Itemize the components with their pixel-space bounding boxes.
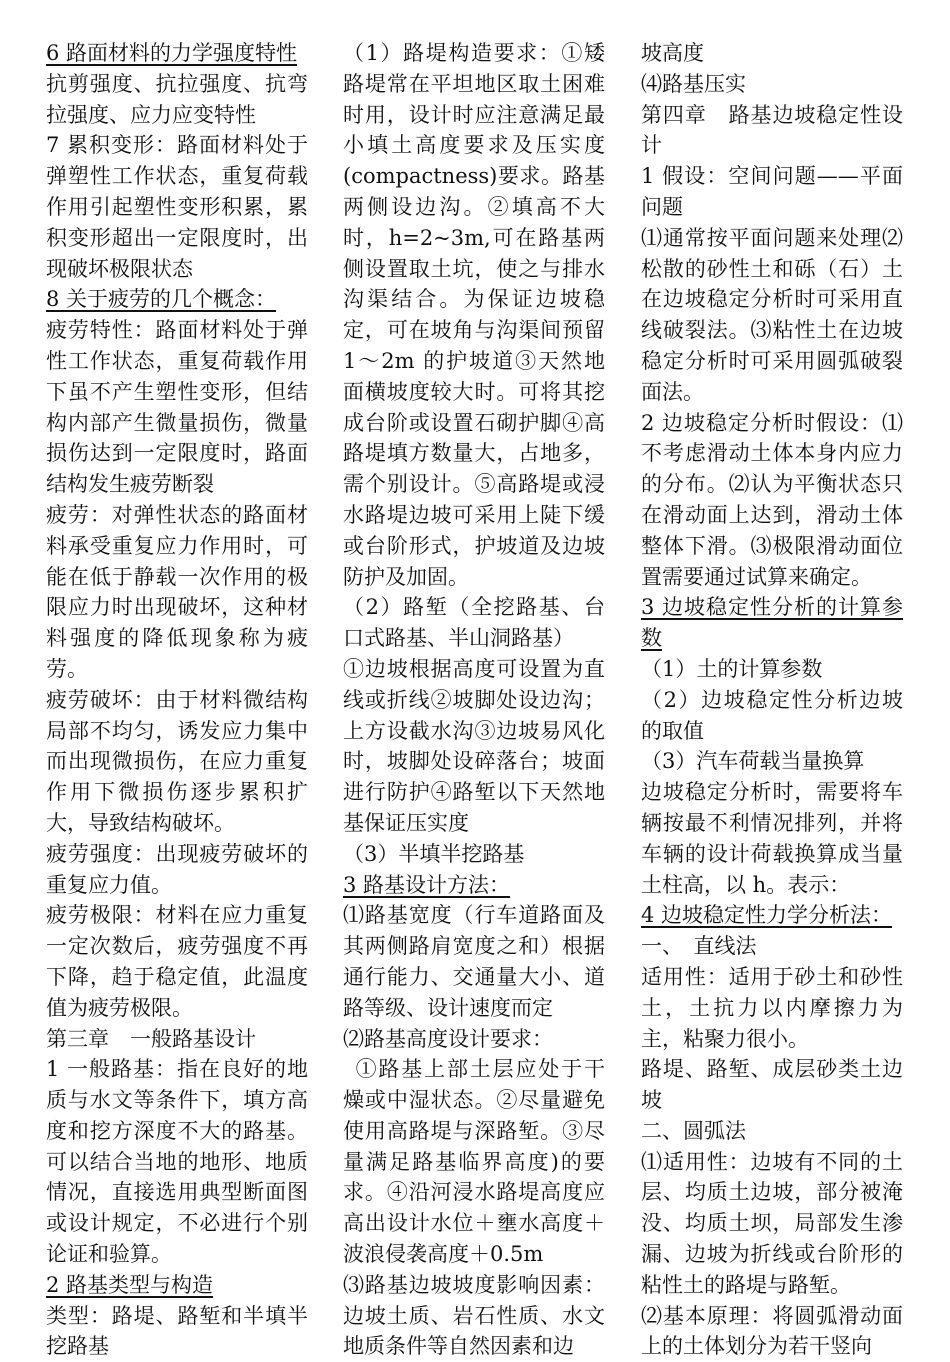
col1-paragraph: 疲劳强度：出现疲劳破坏的重复应力值。 [46,841,308,897]
col3-paragraph: ⑷路基压实 [641,71,746,96]
col3-paragraph: （2）边坡稳定性分析边坡的取值 [641,687,903,743]
col3-paragraph: 坡高度 [641,41,704,65]
col3-paragraph: 第四章 路基边坡稳定性设计 [641,102,903,158]
col2-paragraph: ⑶路基边坡坡度影响因素：边坡土质、岩石性质、水文地质条件等自然因素和边 [343,1272,605,1359]
col3-paragraph: 边坡稳定分析时，需要将车辆按最不利情况排列，并将车辆的设计荷载换算成当量土柱高，以 h。表示： [641,780,903,897]
col3-paragraph: 1 假设：空间问题——平面问题 [641,164,903,219]
col2-paragraph: （1）路堤构造要求：①矮路堤常在平坦地区取土困难时用，设计时应注意满足最小填土高度要求及压实度(compactness)要求。路基两侧设边沟。②填高不大时，h=2~3m,可在路基两侧设置取土坑，使之与排水沟渠结合。为保证边坡稳定，可在坡角与沟渠间预留 1～2m 的护坡道③天然地面横坡度较大时。可将其挖成台阶或设置石砌护脚④高路堤填方数量大，占地多，需个别设计。⑤高路堤或浸水路堤边坡可采用上陡下缓或台阶形式，护坡道及边坡防护及加固。 [343,41,605,589]
col2-paragraph: ①路基上部土层应处于干燥或中湿状态。②尽量避免使用高路堤与深路堑。③尽量满足路基临界高度)的要求。④沿河浸水路堤高度应高出设计水位＋壅水高度＋波浪侵袭高度＋0.5m [343,1057,605,1267]
col2-paragraph: ⑵路基高度设计要求： [343,1026,553,1051]
col1-paragraph: 2 路基类型与构造 [46,1272,214,1297]
col3-paragraph: ⑴适用性：边坡有不同的土层、均质土边坡，部分被淹没、均质土坝，局部发生渗漏、边坡为折线或台阶形的粘性土的路堤与路堑。 [641,1149,903,1297]
col1-paragraph: 类型：路堤、路堑和半填半挖路基 [46,1303,308,1359]
column-3 [641,38,903,1362]
column-1 [46,38,308,1362]
col2-paragraph: ⑴路基宽度（行车道路面及其两侧路肩宽度之和）根据通行能力、交通量大小、道路等级、设计速度而定 [343,903,605,1020]
col3-paragraph: （1）土的计算参数 [641,656,823,681]
col1-paragraph: 疲劳破坏：由于材料微结构局部不均匀，诱发应力集中而出现微损伤，在应力重复作用下微损伤逐步累积扩大，导致结构破坏。 [46,687,308,835]
col1-paragraph: 抗剪强度、抗拉强度、抗弯拉强度、应力应变特性 [46,71,308,127]
col1-paragraph: 第三章 一般路基设计 [46,1026,256,1051]
col1-paragraph: 8 关于疲劳的几个概念： [46,287,277,312]
col2-paragraph: （2）路堑（全挖路基、台口式路基、半山洞路基） [343,595,605,651]
col3-paragraph: 二、圆弧法 [641,1118,746,1143]
col3-paragraph: ⑵基本原理：将圆弧滑动面上的土体划分为若干竖向 [641,1303,903,1359]
col3-paragraph: 4 边坡稳定性力学分析法： [641,903,893,928]
col3-paragraph: 2 边坡稳定分析时假设：⑴不考虑滑动土体本身内应力的分布。⑵认为平衡状态只在滑动面上达到，滑动土体整体下滑。⑶极限滑动面位置需要通过试算来确定。 [641,410,903,589]
col3-paragraph: （3）汽车荷载当量换算 [641,749,865,774]
col3-paragraph: 3 边坡稳定性分析的计算参数 [641,595,903,651]
col3-paragraph: ⑴通常按平面问题来处理⑵松散的砂性土和砾（石）土在边坡稳定分析时可采用直线破裂法。⑶粘性土在边坡稳定分析时可采用圆弧破裂面法。 [641,225,903,404]
col2-paragraph: 3 路基设计方法： [343,872,511,897]
col3-paragraph: 一、 直线法 [641,934,757,959]
col2-paragraph: （3）半填半挖路基 [343,841,525,866]
col1-paragraph: 疲劳极限：材料在应力重复一定次数后，疲劳强度不再下降，趋于稳定值，此温度值为疲劳极限。 [46,903,308,1020]
col1-paragraph: 6 路面材料的力学强度特性 [46,41,298,65]
col3-paragraph: 适用性：适用于砂土和砂性土，土抗力以内摩擦力为主，粘聚力很小。 [641,964,903,1051]
column-2 [343,38,605,1362]
col1-paragraph: 7 累积变形：路面材料处于弹塑性工作状态，重复荷载作用引起塑性变形积累，累积变形超出一定限度时，出现破坏极限状态 [46,133,308,281]
col2-paragraph: ①边坡根据高度可设置为直线或折线②坡脚处设边沟；上方设截水沟③边坡易风化时，坡脚处设碎落台；坡面进行防护④路堑以下天然地基保证压实度 [343,656,605,835]
col3-paragraph: 路堤、路堑、成层砂类土边坡 [641,1057,903,1113]
col1-paragraph: 疲劳特性：路面材料处于弹性工作状态，重复荷载作用下虽不产生塑性变形，但结构内部产生微量损伤，微量损伤达到一定限度时，路面结构发生疲劳断裂 [46,318,308,497]
col1-paragraph: 1 一般路基：指在良好的地质与水文等条件下，填方高度和挖方深度不大的路基。可以结合当地的地形、地质情况，直接选用典型断面图或设计规定，不必进行个别论证和验算。 [46,1057,308,1267]
col1-paragraph: 疲劳：对弹性状态的路面材料承受重复应力作用时，可能在低于静载一次作用的极限应力时出现破坏，这种材料强度的降低现象称为疲劳。 [46,502,308,681]
